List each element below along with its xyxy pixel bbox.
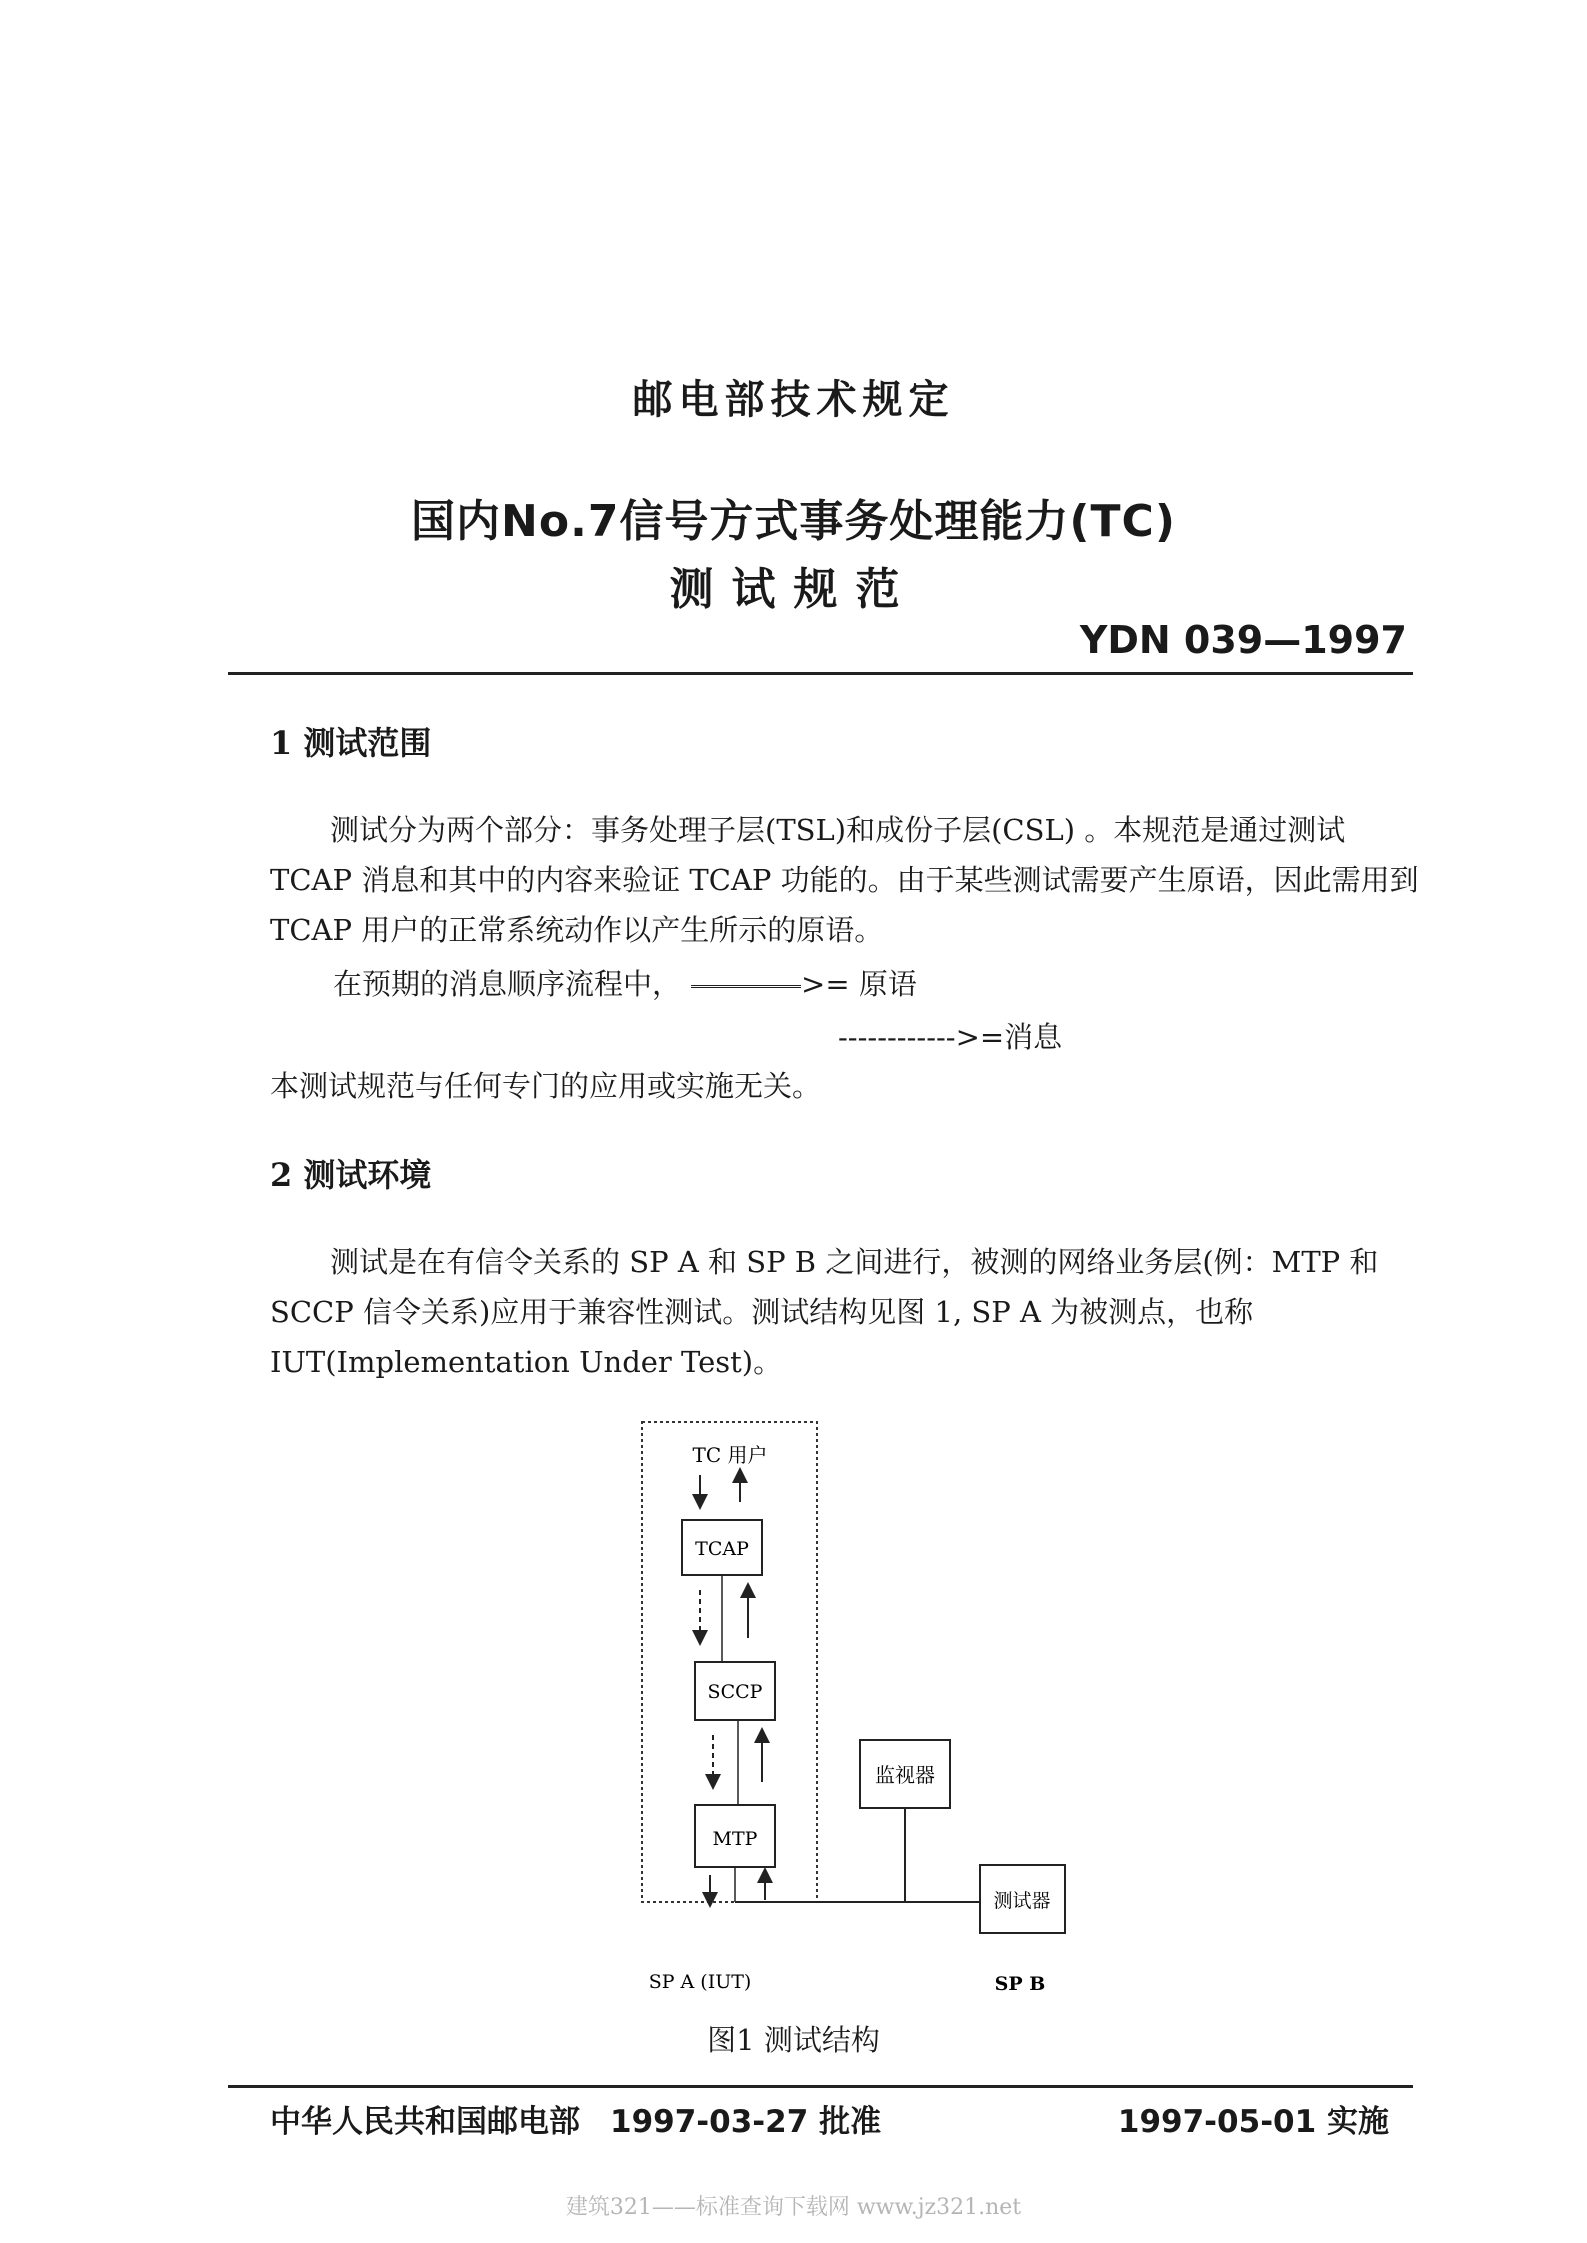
standard-number: YDN 039—1997 bbox=[1079, 618, 1407, 662]
section-1-paragraph-2 bbox=[333, 962, 917, 1003]
tester-label: 测试器 bbox=[993, 1890, 1051, 1912]
issuing-organization: 中华人民共和国邮电部 bbox=[270, 2104, 580, 2140]
approval-date: 1997-03-27 批准 bbox=[610, 2104, 882, 2140]
tcap-label: TCAP bbox=[695, 1538, 749, 1560]
double-line-arrow-icon bbox=[691, 985, 801, 988]
footer-divider bbox=[228, 2085, 1413, 2088]
test-structure-diagram bbox=[600, 1420, 1100, 2040]
section-1-heading: 1 测试范围 bbox=[270, 724, 432, 762]
figure-caption: 图1 测试结构 bbox=[707, 2023, 880, 2057]
document-subtitle: 测试规范 bbox=[669, 564, 918, 615]
monitor-label: 监视器 bbox=[875, 1763, 935, 1787]
section-1-paragraph-4: 本测试规范与任何专门的应用或实施无关。 bbox=[270, 1069, 822, 1103]
sp-a-label: SP A (IUT) bbox=[648, 1971, 752, 1993]
sccp-label: SCCP bbox=[707, 1681, 763, 1703]
watermark: 建筑321——标准查询下载网 www.jz321.net bbox=[565, 2195, 1022, 2220]
effective-date: 1997-05-01 实施 bbox=[1117, 2104, 1389, 2140]
primitive-flow-prefix: 在预期的消息顺序流程中， bbox=[333, 967, 682, 1001]
primitive-flow-suffix: >= 原语 bbox=[801, 967, 917, 1001]
department-title: 邮电部技术规定 bbox=[632, 377, 955, 423]
mtp-label: MTP bbox=[712, 1828, 758, 1850]
tc-user-label: TC 用户 bbox=[692, 1443, 768, 1467]
section-1-message-legend: ------------>=消息 bbox=[838, 1020, 1063, 1054]
section-2-paragraph-1: 测试是在有信令关系的 SP A 和 SP B 之间进行，被测的网络业务层(例：MTP 和 SCCP 信令关系)应用于兼容性测试。测试结构见图 1, SP A 为被测点，也称 IUT(Implementation Under Test)。 bbox=[270, 1245, 1379, 1379]
document-title: 国内No.7信号方式事务处理能力(TC) bbox=[411, 496, 1176, 547]
header-divider bbox=[228, 672, 1413, 675]
section-1-paragraph-1: 测试分为两个部分：事务处理子层(TSL)和成份子层(CSL) 。本规范是通过测试 TCAP 消息和其中的内容来验证 TCAP 功能的。由于某些测试需要产生原语，因此需用到 TCAP 用户的正常系统动作以产生所示的原语。 bbox=[270, 813, 1419, 947]
section-2-heading: 2 测试环境 bbox=[270, 1156, 432, 1194]
sp-b-label: SP B bbox=[994, 1973, 1046, 1995]
